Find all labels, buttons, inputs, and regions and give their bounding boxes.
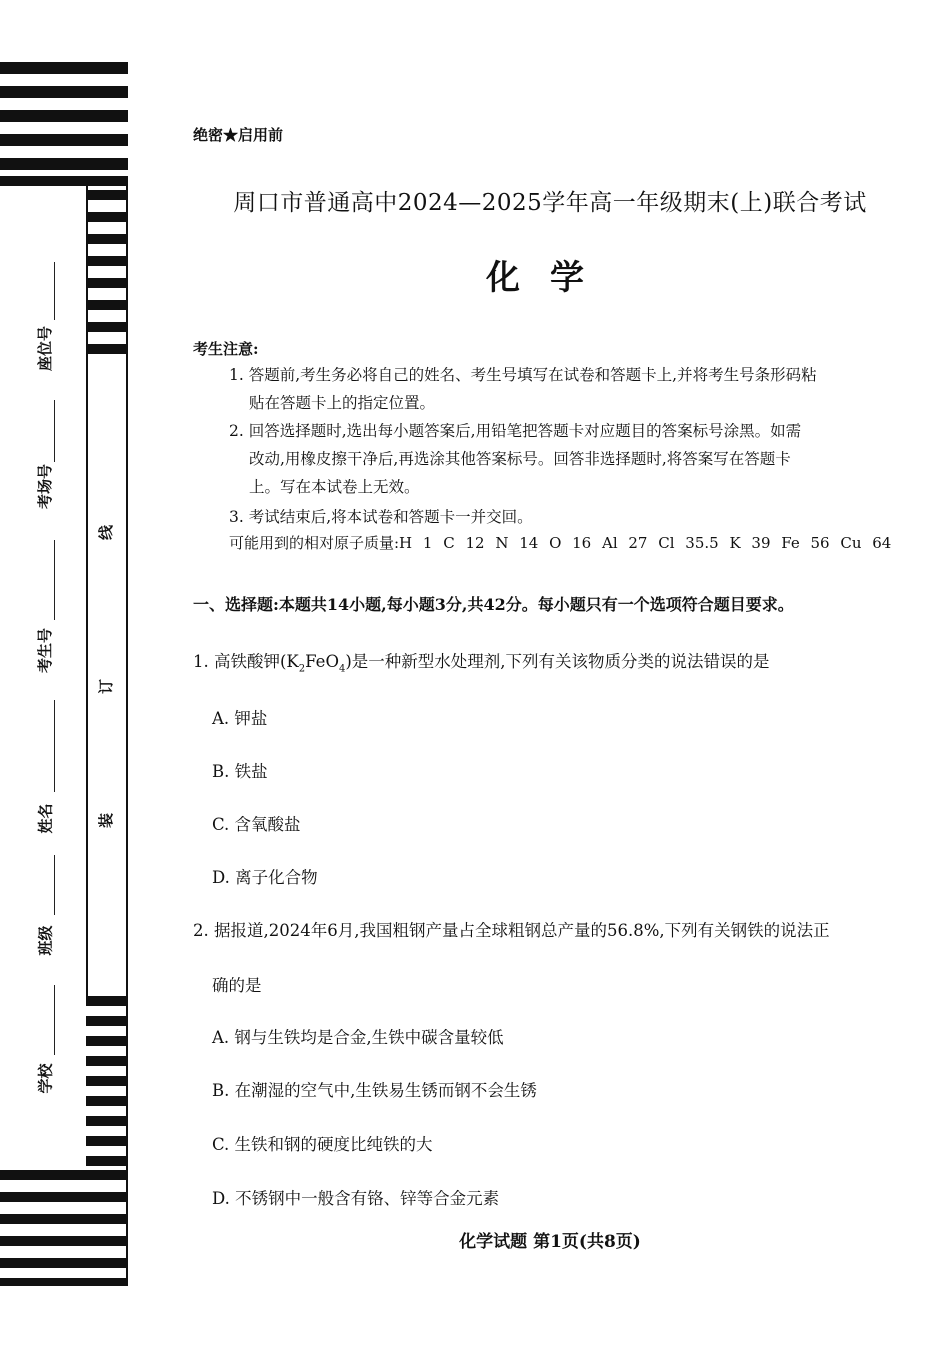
exam-title: 周口市普通高中2024—2025学年高一年级期末(上)联合考试 bbox=[233, 190, 867, 216]
stripe bbox=[86, 344, 128, 354]
stripe bbox=[86, 1156, 128, 1166]
subscript: 4 bbox=[338, 663, 346, 675]
notice-line: 改动,用橡皮擦干净后,再选涂其他答案标号。回答非选择题时,将答案写在答题卡 bbox=[249, 450, 791, 468]
notice-line: 贴在答题卡上的指定位置。 bbox=[249, 394, 436, 412]
stripe bbox=[0, 86, 128, 98]
stripe bbox=[86, 1036, 128, 1046]
option-a: A. 钾盐 bbox=[212, 709, 268, 728]
stripe bbox=[0, 1278, 128, 1286]
atomic-masses: 可能用到的相对原子质量:H 1 C 12 N 14 O 16 Al 27 Cl 35.5 K 39 Fe 56 Cu 64 bbox=[229, 534, 892, 552]
notice-item-1 bbox=[229, 361, 923, 417]
stripe bbox=[86, 322, 128, 332]
bind-mark-line: 线 bbox=[97, 524, 116, 541]
write-line bbox=[54, 985, 55, 1055]
option-a: A. 钢与生铁均是合金,生铁中碳含量较低 bbox=[212, 1028, 504, 1047]
stem-text: 1. 高铁酸钾(K bbox=[193, 652, 299, 671]
field-class: 班级 bbox=[36, 925, 55, 956]
notice-line: 3. 考试结束后,将本试卷和答题卡一并交回。 bbox=[229, 508, 533, 526]
subject-title: 化学 bbox=[486, 258, 614, 298]
notice-item-2 bbox=[229, 417, 923, 501]
bracket-line bbox=[86, 366, 88, 996]
stem-text: )是一种新型水处理剂,下列有关该物质分类的说法错误的是 bbox=[345, 652, 770, 671]
question-1-stem bbox=[193, 648, 770, 674]
stripe bbox=[86, 1136, 128, 1146]
write-line bbox=[54, 540, 55, 620]
stripe bbox=[86, 1016, 128, 1026]
notice-line: 上。写在本试卷上无效。 bbox=[249, 478, 420, 496]
option-d: D. 离子化合物 bbox=[212, 868, 318, 887]
field-exam-room: 考场号 bbox=[36, 463, 55, 510]
notice-heading: 考生注意: bbox=[193, 340, 259, 358]
stripe bbox=[0, 1170, 128, 1180]
section-title: 一、选择题:本题共14小题,每小题3分,共42分。每小题只有一个选项符合题目要求。 bbox=[193, 595, 794, 614]
stem-text: FeO bbox=[305, 652, 339, 671]
stripe bbox=[0, 62, 128, 74]
option-c: C. 生铁和钢的硬度比纯铁的大 bbox=[212, 1135, 433, 1154]
option-c: C. 含氧酸盐 bbox=[212, 815, 301, 834]
stripe bbox=[0, 1192, 128, 1202]
secret-mark: 绝密★启用前 bbox=[193, 126, 284, 144]
stripe bbox=[86, 996, 128, 1006]
stripe bbox=[86, 234, 128, 244]
field-school: 学校 bbox=[36, 1063, 55, 1094]
stripe bbox=[86, 1076, 128, 1086]
option-b: B. 铁盐 bbox=[212, 762, 268, 781]
bind-mark-bind: 装 bbox=[97, 812, 116, 829]
notice-item-3 bbox=[229, 503, 923, 531]
write-line bbox=[54, 400, 55, 462]
notice-line: 2. 回答选择题时,选出每小题答案后,用铅笔把答题卡对应题目的答案标号涂黑。如需 bbox=[229, 422, 802, 440]
stripe bbox=[86, 300, 128, 310]
stripe bbox=[86, 1056, 128, 1066]
stripe bbox=[0, 158, 128, 170]
field-seat-number: 座位号 bbox=[36, 325, 55, 372]
stripe bbox=[0, 134, 128, 146]
stripe bbox=[0, 110, 128, 122]
field-candidate-number: 考生号 bbox=[36, 627, 55, 674]
stripe bbox=[86, 1096, 128, 1106]
option-b: B. 在潮湿的空气中,生铁易生锈而钢不会生锈 bbox=[212, 1081, 537, 1100]
write-line bbox=[54, 855, 55, 915]
stripe bbox=[0, 1214, 128, 1224]
field-name: 姓名 bbox=[36, 803, 55, 834]
question-2-stem: 2. 据报道,2024年6月,我国粗钢产量占全球粗钢总产量的56.8%,下列有关钢铁的说法正 bbox=[193, 921, 830, 940]
subscript: 2 bbox=[298, 663, 306, 675]
option-d: D. 不锈钢中一般含有铬、锌等合金元素 bbox=[212, 1189, 500, 1208]
question-2-stem-cont: 确的是 bbox=[212, 976, 262, 995]
page-footer: 化学试题 第1页(共8页) bbox=[459, 1232, 641, 1252]
stripe bbox=[0, 1258, 128, 1268]
write-line bbox=[54, 700, 55, 792]
stripe bbox=[86, 1116, 128, 1126]
notice-line: 1. 答题前,考生务必将自己的姓名、考生号填写在试卷和答题卡上,并将考生号条形码粘 bbox=[229, 366, 817, 384]
bind-mark-staple: 订 bbox=[97, 678, 116, 695]
